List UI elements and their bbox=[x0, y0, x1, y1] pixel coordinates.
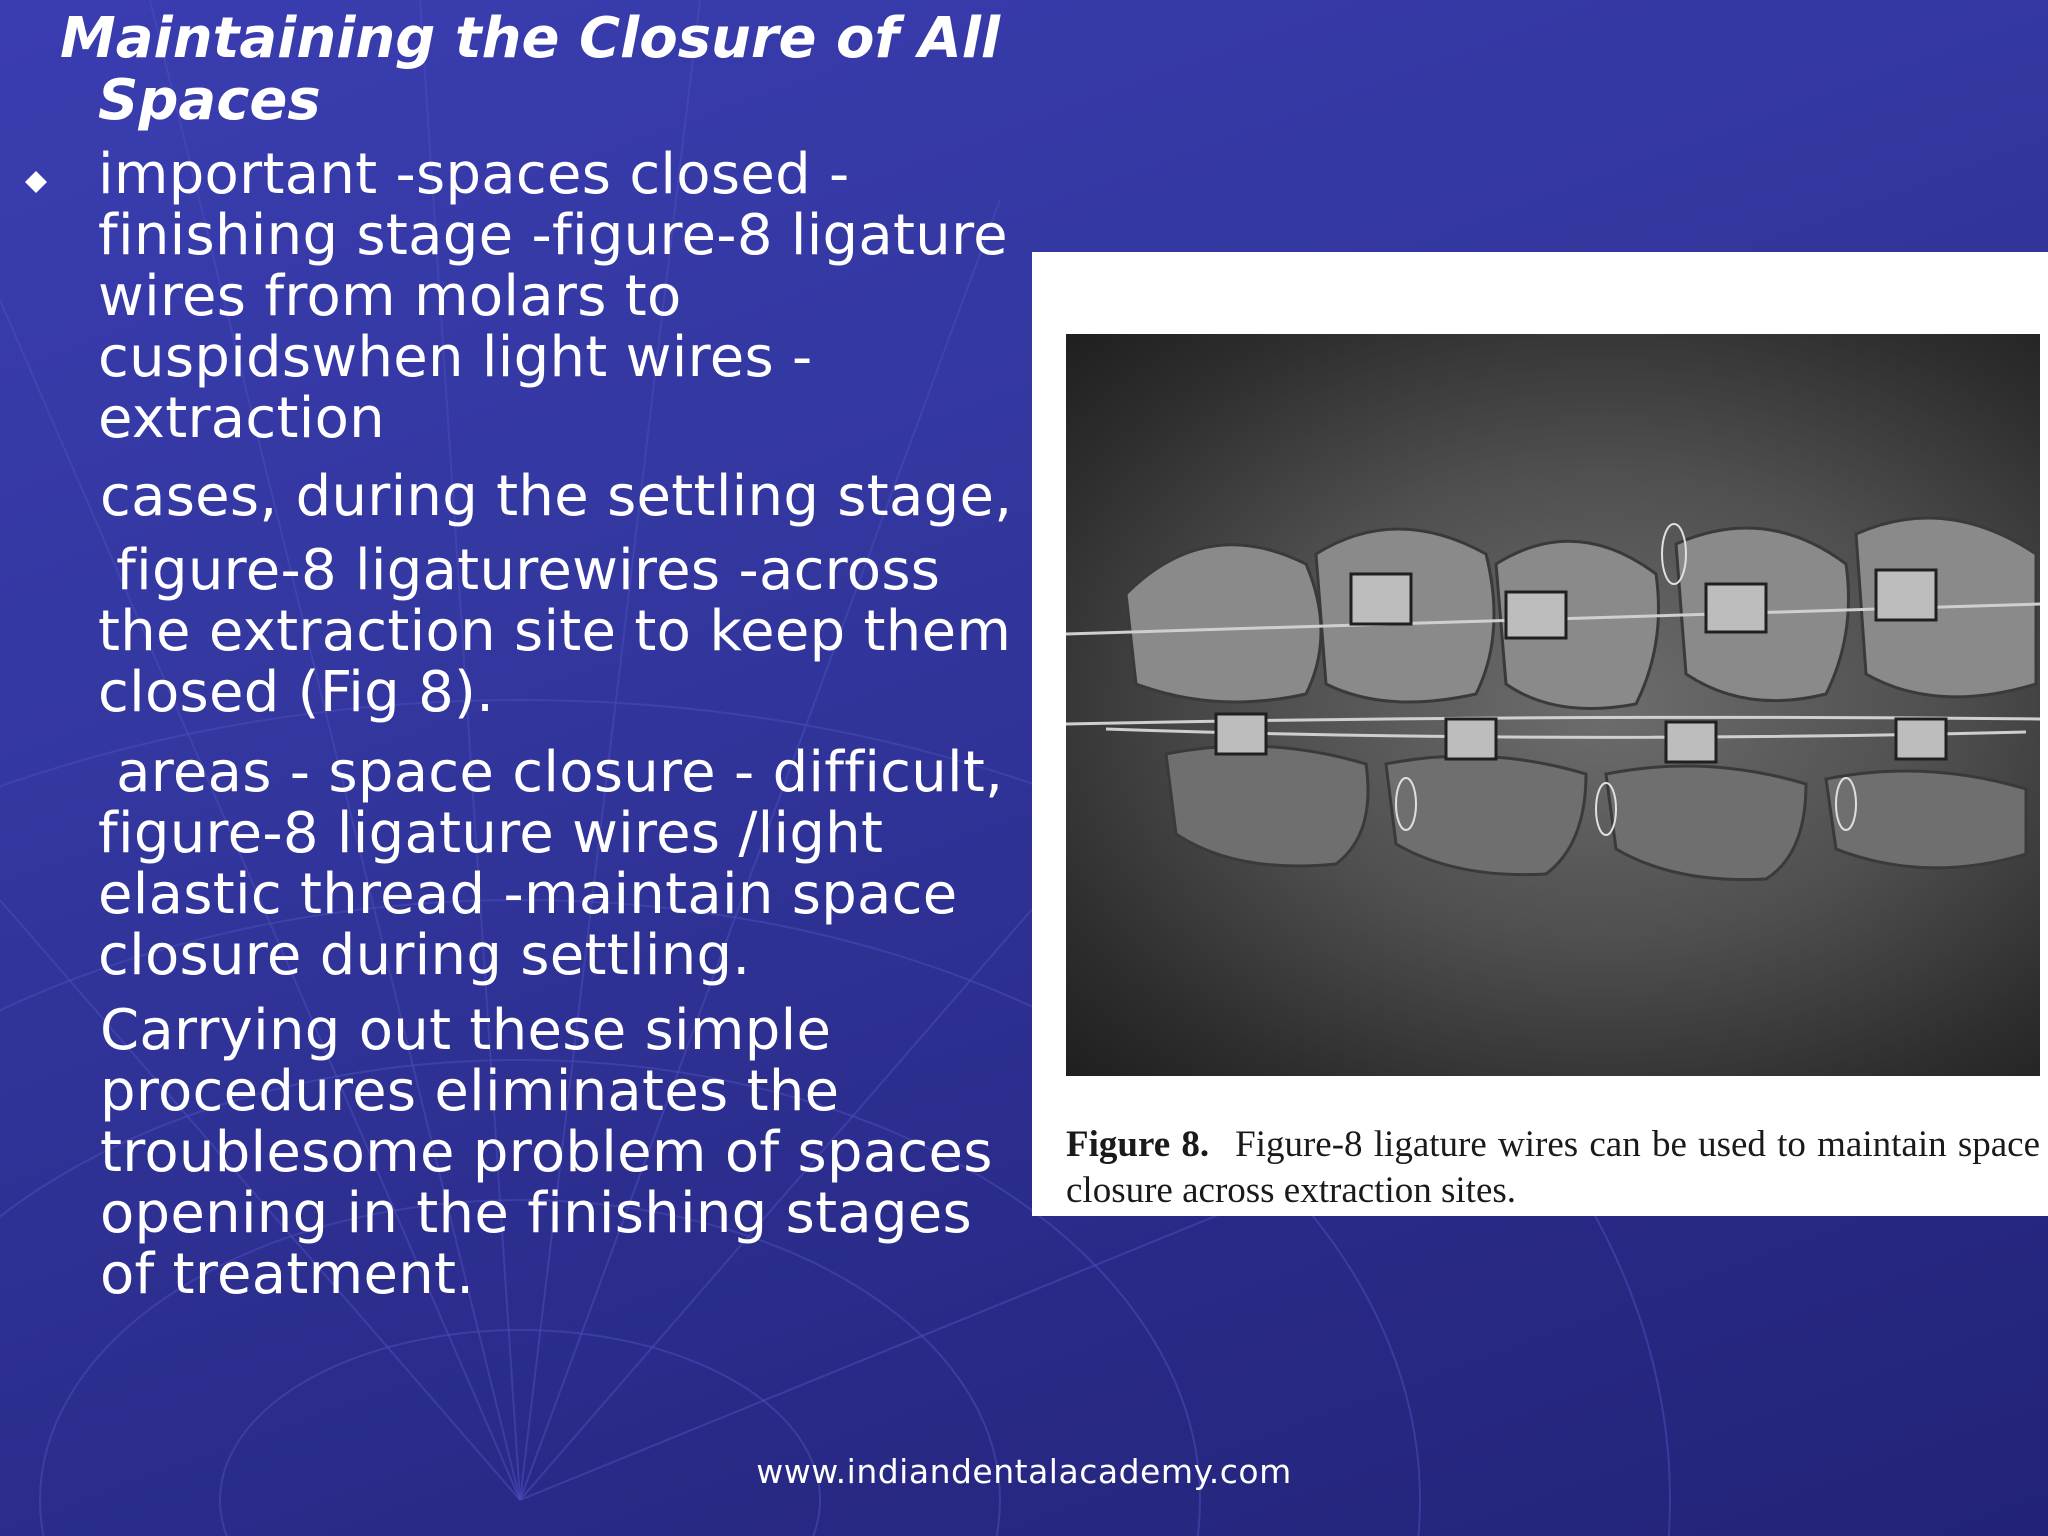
figure-panel bbox=[1032, 252, 2048, 1216]
slide-title-line2: Spaces bbox=[98, 68, 321, 133]
slide-title bbox=[60, 8, 1020, 132]
dental-braces-photo bbox=[1066, 334, 2040, 1076]
braces-illustration bbox=[1066, 334, 2040, 1076]
slide-title-line1: Maintaining the Closure of All bbox=[60, 6, 1001, 71]
bullet-paragraph-1: important -spaces closed - finishing stage -figure-8 ligature wires from molars to cuspidswhen light wires - extraction bbox=[98, 142, 1008, 451]
figure-caption-text: Figure-8 ligature wires can be used to maintain space closure across extraction sites. bbox=[1066, 1124, 2040, 1211]
figure-caption bbox=[1066, 1122, 2040, 1214]
paragraph-4: areas - space closure - difficult, figure-8 ligature wires /light elastic thread -maintain space closure during settling. bbox=[98, 740, 1022, 988]
paragraph-3: figure-8 ligaturewires -across the extraction site to keep them closed (Fig 8). bbox=[98, 538, 1030, 725]
paragraph-2: cases, during the settling stage, bbox=[100, 464, 1013, 529]
figure-label: Figure 8. bbox=[1066, 1124, 1210, 1165]
footer-url: www.indiandentalacademy.com bbox=[756, 1452, 1292, 1491]
paragraph-5: Carrying out these simple procedures eliminates the troublesome problem of spaces opening in the finishing stages of treatment. bbox=[100, 998, 993, 1307]
diamond-bullet-icon bbox=[22, 168, 50, 196]
